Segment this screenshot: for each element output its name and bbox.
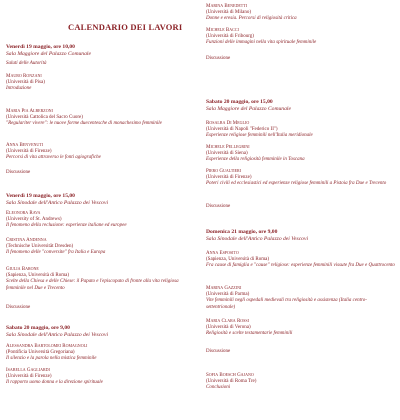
talk-title: Il fenomeno della reclusione: esperienze italiane ed europee xyxy=(6,223,127,229)
talk-title: Il rapporto uomo donna e la direzione spirituale xyxy=(6,380,103,386)
speaker-name: Alessandra Bartolomei Romagnoli xyxy=(6,344,88,349)
speaker-name: Sofia Boesch Gajano xyxy=(206,373,254,378)
speaker-name: Eleonora Rava xyxy=(6,211,41,216)
speaker-affiliation: (Sapienza, Università di Roma) xyxy=(6,273,70,279)
talk-title: Donne e eresia. Percorsi di religiosità critica xyxy=(206,16,297,22)
session-header xyxy=(6,44,91,58)
discussion-label: Discussione xyxy=(6,305,31,310)
talk-item xyxy=(6,143,101,162)
speaker-affiliation: (Università Cattolica del Sacro Cuore) xyxy=(6,115,83,121)
speaker-affiliation: (University of St. Andrews) xyxy=(6,217,62,223)
talk-item xyxy=(6,344,97,363)
talk-title: Religiosità e scelte testamentarie femminili xyxy=(206,331,293,337)
speaker-name: Marina Benedetti xyxy=(206,4,248,9)
speaker-affiliation: (Università di Firenze) xyxy=(6,374,52,380)
talk-item xyxy=(206,4,297,23)
talk-item xyxy=(6,109,162,128)
speaker-affiliation: (Technische Universität Dresden) xyxy=(6,244,74,250)
session-date: Venerdì 19 maggio, ore 15,00 xyxy=(6,193,75,199)
talk-item xyxy=(206,319,292,338)
speaker-affiliation: (Università di Roma Tre) xyxy=(206,379,257,385)
speaker-name: Michele Pellegrini xyxy=(206,145,250,150)
talk-title: Fra cause di famiglia e "cause" religiose: esperienze femminili vissute fra Due e Quattrocento xyxy=(206,263,395,269)
speaker-name: Isabella Gagliardi xyxy=(6,368,50,373)
talk-item xyxy=(206,251,395,270)
speaker-affiliation: (Università di Firenze) xyxy=(206,175,252,181)
talk-title: Percorsi di vita attraverso le fonti agiografiche xyxy=(6,155,101,161)
speaker-name: Piero Gualtieri xyxy=(206,169,242,174)
talk-item xyxy=(206,169,386,188)
speaker-name: Anna Benvenuti xyxy=(6,143,44,148)
talk-item xyxy=(6,211,127,230)
speaker-affiliation: (Università di Verona) xyxy=(206,325,251,331)
discussion-label: Discussione xyxy=(206,349,231,354)
talk-item xyxy=(6,74,45,93)
speaker-name: Maria Pia Alberzoni xyxy=(6,109,53,114)
session-place: Sala Sinodale dell'Antico Palazzo dei Vescovi xyxy=(206,236,309,242)
speaker-name: Giulia Barone xyxy=(6,267,39,272)
talk-item xyxy=(206,28,316,47)
session-header xyxy=(6,193,108,207)
talk-title: Il silenzio e la parola nella mistica femminile xyxy=(6,356,97,362)
session-date: Sabato 20 maggio, ore 9,00 xyxy=(6,325,70,331)
speaker-affiliation: (Università di Napoli "Federico II") xyxy=(206,127,278,133)
discussion-label: Discussione xyxy=(206,204,231,209)
talk-title: Esperienze religiose femminili nell'Italia meridionale xyxy=(206,133,313,139)
session-date: Venerdì 19 maggio, ore 10,00 xyxy=(6,44,75,50)
speaker-name: Anna Esposito xyxy=(206,251,239,256)
speaker-affiliation: (Università di Parma) xyxy=(206,292,250,298)
session-place: Sala Maggiore del Palazzo Comunale xyxy=(206,106,291,112)
talk-item xyxy=(6,267,196,292)
speaker-name: Michele Bacci xyxy=(206,28,239,33)
session-header xyxy=(206,99,291,113)
session-place: Sala Maggiore del Palazzo Comunale xyxy=(6,51,91,57)
discussion-label: Discussione xyxy=(206,56,231,61)
discussion-label: Discussione xyxy=(6,170,31,175)
talk-title: Saluti delle Autorità xyxy=(6,61,47,66)
talk-title: Introduzione xyxy=(6,86,32,92)
speaker-affiliation: (Sapienza, Università di Roma) xyxy=(206,257,270,263)
talk-title: Poteri civili ed ecclesiastici ed esperienze religiose femminili a Pistoia fra Due e Trecento xyxy=(206,181,387,187)
speaker-name: Rosalba Di Meglio xyxy=(206,121,250,126)
closing-talk xyxy=(206,373,256,392)
talk-item xyxy=(6,238,105,257)
talk-title: Il fenomeno delle "conversite" fra Italia e Europa xyxy=(6,250,106,256)
speaker-affiliation: (Università di Pisa) xyxy=(6,80,45,86)
speaker-name: Maria Clara Rossi xyxy=(206,319,249,324)
session-place: Sala Sinodale dell'Antico Palazzo dei Vescovi xyxy=(6,332,109,338)
speaker-affiliation: (Pontificia Università Gregoriana) xyxy=(6,350,75,356)
talk-title: Funzioni delle immagini nella vita spirituale femminile xyxy=(206,40,317,46)
speaker-name: Marina Gazzini xyxy=(206,286,242,291)
speaker-name: Cristina Andenna xyxy=(6,238,47,243)
talk-title: Conclusioni xyxy=(206,385,231,391)
talk-title: "Regulariter vivere": le nuove forme duecentesche di monachesimo femminile xyxy=(6,121,162,127)
talk-item xyxy=(206,286,396,311)
talk-item xyxy=(206,145,305,164)
welcome xyxy=(6,61,46,67)
talk-title: Scelte della Chiesa e delle Chiese: il Papato e l'episcopato di fronte alla vita religiosa femminile nel Due e Trecento xyxy=(6,279,179,291)
page-title: CALENDARIO DEI LAVORI xyxy=(68,22,183,32)
talk-title: Esperienze della religiosità femminile in Toscana xyxy=(206,157,305,163)
session-place: Sala Sinodale dell'Antico Palazzo dei Vescovi xyxy=(6,200,109,206)
session-header xyxy=(6,325,108,339)
talk-title: Vite femminili negli ospedali medievali tra religiosità e assistenza (Italia centro-settentrionale) xyxy=(206,298,367,310)
session-date: Domenica 21 maggio, ore 9,00 xyxy=(206,229,278,235)
speaker-affiliation: (Università di Fribourg) xyxy=(206,34,254,40)
talk-item xyxy=(206,121,313,140)
speaker-affiliation: (Università di Milano) xyxy=(206,10,251,16)
session-date: Sabato 20 maggio, ore 15,00 xyxy=(206,99,273,105)
talk-item xyxy=(6,368,103,387)
speaker-affiliation: (Università di Firenze) xyxy=(6,149,52,155)
speaker-name: Mauro Ronzani xyxy=(6,74,42,79)
speaker-affiliation: (Università di Siena) xyxy=(206,151,248,157)
session-header xyxy=(206,229,308,243)
